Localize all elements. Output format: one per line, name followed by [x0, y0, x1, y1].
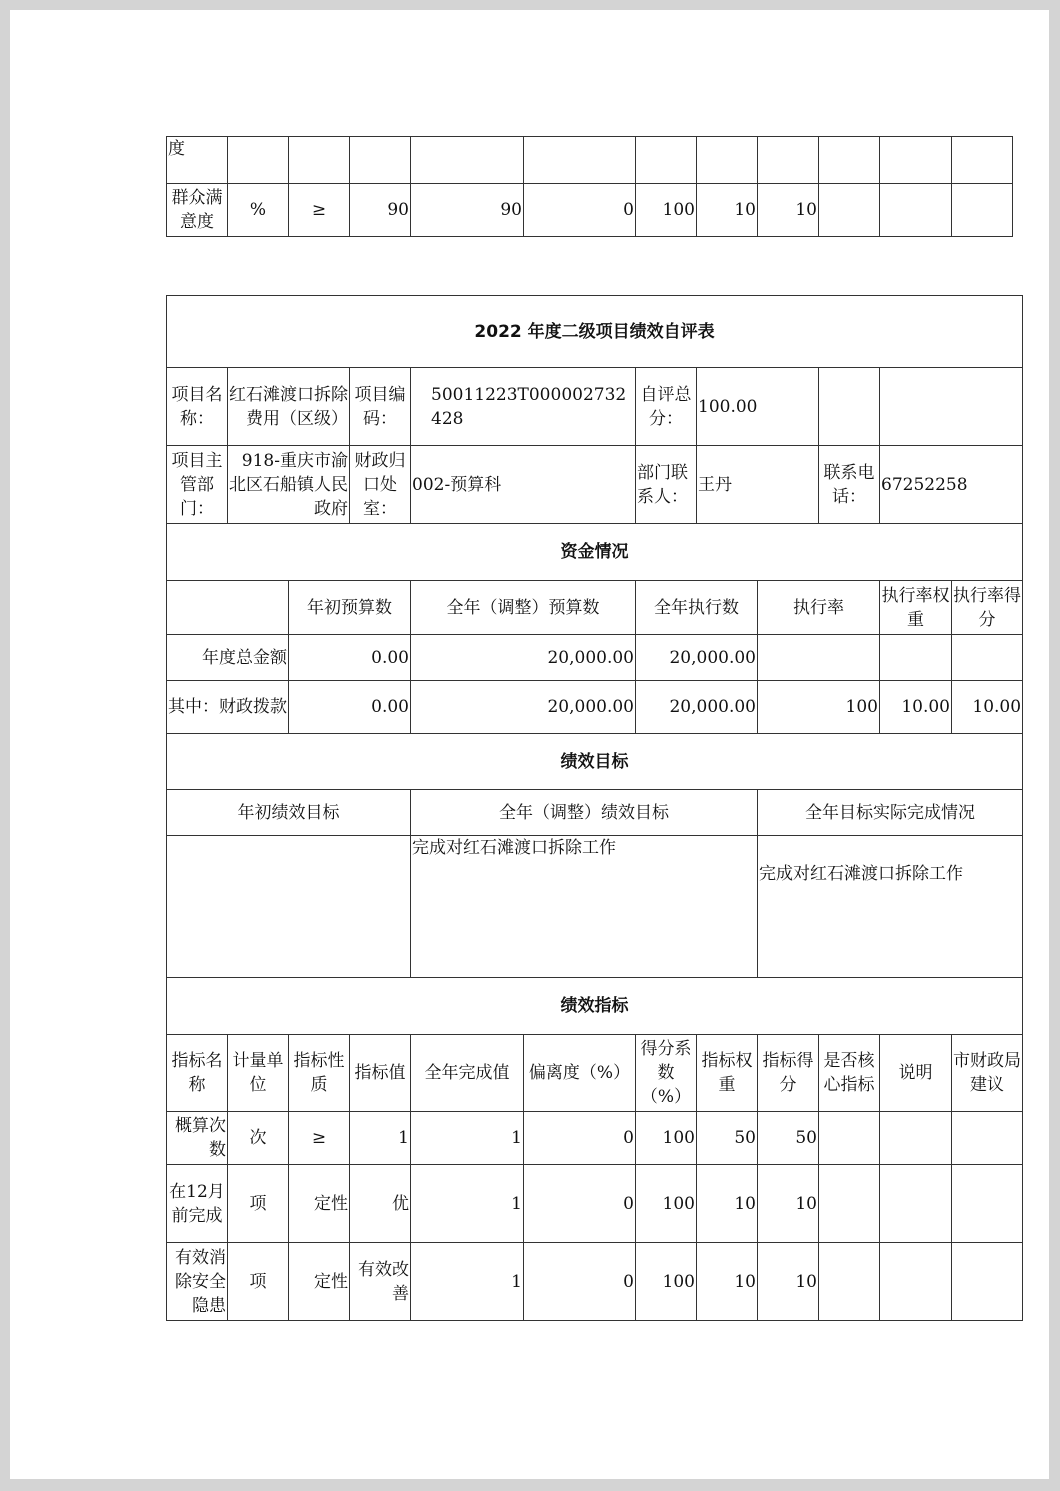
continued-indicator-table	[166, 136, 1013, 237]
coef-cell: 100	[636, 1243, 697, 1321]
coef-cell: 100	[636, 1165, 697, 1243]
phone-value: 67252258	[880, 446, 1023, 524]
funds-header: 全年执行数	[636, 581, 758, 635]
funds-header: 执行率得分	[952, 581, 1023, 635]
table-row	[167, 1112, 1023, 1165]
target-value-cell: 1	[350, 1112, 411, 1165]
funds-header: 年初预算数	[289, 581, 411, 635]
indicator-header: 市财政局建议	[952, 1035, 1023, 1112]
table-row	[167, 1243, 1023, 1321]
contact-label: 部门联系人：	[636, 446, 697, 524]
weight-cell: 10	[697, 1165, 758, 1243]
funds-cell	[952, 635, 1023, 681]
indicators-section-title: 绩效指标	[167, 978, 1023, 1035]
self-evaluation-table	[166, 295, 1023, 1321]
goals-section-title: 绩效目标	[167, 734, 1023, 790]
funds-cell: 10.00	[880, 681, 952, 734]
finance-office-value: 002-预算科	[411, 446, 636, 524]
funds-header: 执行率	[758, 581, 880, 635]
indicator-name-cell: 度	[167, 137, 228, 184]
target-value-cell: 90	[350, 184, 411, 237]
total-score-label: 自评总分：	[636, 368, 697, 446]
table-row	[167, 635, 1023, 681]
indicator-header: 全年完成值	[411, 1035, 524, 1112]
indicator-header: 得分系数（%）	[636, 1035, 697, 1112]
indicator-header: 指标得分	[758, 1035, 819, 1112]
score-cell: 10	[758, 1165, 819, 1243]
indicator-header: 指标权重	[697, 1035, 758, 1112]
indicator-header: 计量单位	[228, 1035, 289, 1112]
coef-cell: 100	[636, 1112, 697, 1165]
actual-value-cell: 1	[411, 1243, 524, 1321]
funds-cell: 0.00	[289, 635, 411, 681]
indicator-name-cell: 概算次数	[167, 1112, 228, 1165]
dept-label: 项目主管部门：	[167, 446, 228, 524]
document-page	[10, 10, 1049, 1479]
project-name-value: 红石滩渡口拆除费用（区级）	[228, 368, 350, 446]
table-row	[167, 681, 1023, 734]
funds-cell: 20,000.00	[411, 635, 636, 681]
indicator-header: 指标名称	[167, 1035, 228, 1112]
unit-cell: %	[228, 184, 289, 237]
project-name-label: 项目名称：	[167, 368, 228, 446]
nature-cell: 定性	[289, 1243, 350, 1321]
funds-cell: 20,000.00	[636, 635, 758, 681]
deviation-cell: 0	[524, 1112, 636, 1165]
unit-cell: 项	[228, 1165, 289, 1243]
weight-cell: 10	[697, 1243, 758, 1321]
funds-cell	[758, 635, 880, 681]
score-cell: 10	[758, 1243, 819, 1321]
indicator-header: 偏离度（%）	[524, 1035, 636, 1112]
project-code-label: 项目编码：	[350, 368, 411, 446]
coef-cell: 100	[636, 184, 697, 237]
deviation-cell: 0	[524, 184, 636, 237]
indicator-name-cell: 群众满意度	[167, 184, 228, 237]
phone-label: 联系电话：	[819, 446, 880, 524]
unit-cell: 项	[228, 1243, 289, 1321]
table-row	[167, 1165, 1023, 1243]
target-value-cell: 优	[350, 1165, 411, 1243]
total-score-value: 100.00	[697, 368, 819, 446]
indicator-header: 指标值	[350, 1035, 411, 1112]
nature-cell: ≥	[289, 184, 350, 237]
indicator-header: 指标性质	[289, 1035, 350, 1112]
funds-row-label: 其中：财政拨款	[167, 681, 289, 734]
weight-cell: 50	[697, 1112, 758, 1165]
funds-section-title: 资金情况	[167, 524, 1023, 581]
deviation-cell: 0	[524, 1243, 636, 1321]
score-cell: 50	[758, 1112, 819, 1165]
funds-cell	[880, 635, 952, 681]
indicator-header: 是否核心指标	[819, 1035, 880, 1112]
indicator-name-cell: 在12月前完成	[167, 1165, 228, 1243]
actual-value-cell: 90	[411, 184, 524, 237]
project-code-value: 50011223T000002732428	[411, 368, 636, 446]
score-cell: 10	[758, 184, 819, 237]
unit-cell: 次	[228, 1112, 289, 1165]
page-title: 2022 年度二级项目绩效自评表	[167, 296, 1023, 368]
funds-cell: 0.00	[289, 681, 411, 734]
weight-cell: 10	[697, 184, 758, 237]
deviation-cell: 0	[524, 1165, 636, 1243]
contact-value: 王丹	[697, 446, 819, 524]
target-value-cell: 有效改善	[350, 1243, 411, 1321]
finance-office-label: 财政归口处室：	[350, 446, 411, 524]
nature-cell: ≥	[289, 1112, 350, 1165]
goals-header: 全年目标实际完成情况	[758, 790, 1023, 836]
funds-row-label: 年度总金额	[167, 635, 289, 681]
actual-value-cell: 1	[411, 1165, 524, 1243]
dept-value: 918-重庆市渝北区石船镇人民政府	[228, 446, 350, 524]
indicator-name-cell: 有效消除安全隐患	[167, 1243, 228, 1321]
funds-header: 全年（调整）预算数	[411, 581, 636, 635]
actual-value-cell: 1	[411, 1112, 524, 1165]
goals-header: 年初绩效目标	[167, 790, 411, 836]
initial-goal-cell	[167, 836, 411, 978]
funds-header: 执行率权重	[880, 581, 952, 635]
funds-cell: 10.00	[952, 681, 1023, 734]
nature-cell: 定性	[289, 1165, 350, 1243]
adjusted-goal-cell: 完成对红石滩渡口拆除工作	[411, 836, 758, 978]
funds-cell: 20,000.00	[636, 681, 758, 734]
funds-cell: 100	[758, 681, 880, 734]
actual-goal-cell: 完成对红石滩渡口拆除工作	[758, 836, 1023, 978]
indicator-header: 说明	[880, 1035, 952, 1112]
goals-header: 全年（调整）绩效目标	[411, 790, 758, 836]
funds-cell: 20,000.00	[411, 681, 636, 734]
table-row	[167, 184, 1013, 237]
